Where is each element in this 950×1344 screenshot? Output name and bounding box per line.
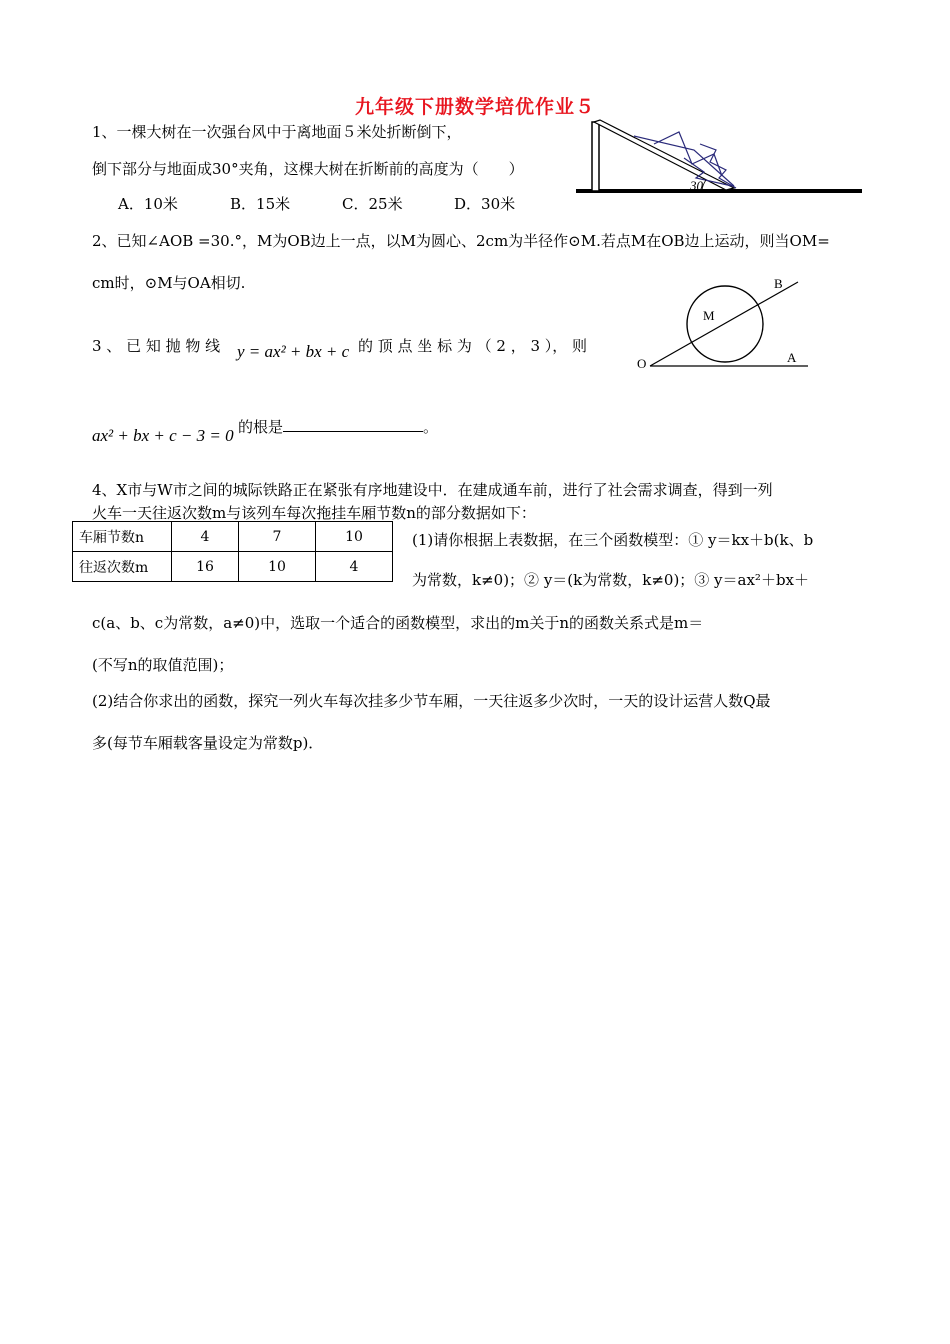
label-a: A	[787, 350, 797, 365]
table-cell: 10	[316, 522, 393, 552]
q3-prefix: 3 、 已 知 抛 物 线	[92, 337, 221, 355]
q1-option-a: A．10米	[118, 195, 178, 213]
table-cell: 4	[172, 522, 239, 552]
q3-formula: y = ax² + bx + c	[237, 342, 350, 361]
q4-part1-line-a: (1)请你根据上表数据，在三个函数模型：① y＝kx＋b(k、b	[412, 531, 814, 549]
angle-label: 30	[690, 178, 703, 193]
table-header-cell: 车厢节数n	[73, 522, 172, 552]
q4-part1-line-b: 为常数，k≠0)；② y＝(k为常数，k≠0)；③ y＝ax²＋bx＋	[412, 571, 810, 589]
q3-answer-line	[238, 416, 438, 437]
table-header-cell: 往返次数m	[73, 552, 172, 582]
q4-line2: 火车一天往返次数m与该列车每次拖挂车厢节数n的部分数据如下：	[92, 504, 536, 522]
q4-part2-line-a: (2)结合你求出的函数，探究一列火车每次挂多少节车厢，一天往返多少次时，一天的设计运营人数Q最	[92, 692, 771, 710]
q4-data-table	[72, 521, 393, 582]
table-cell: 16	[172, 552, 239, 582]
q1-tree-figure	[574, 114, 864, 198]
q1-line2: 倒下部分与地面成30°夹角，这棵大树在折断前的高度为（ ）	[92, 160, 524, 178]
label-b: B	[774, 276, 783, 291]
q1-option-d: D．30米	[454, 195, 516, 213]
q2-circle-figure	[630, 276, 810, 372]
label-o: O	[637, 356, 647, 371]
ray-ob	[650, 282, 798, 366]
q3-tail: 的根是	[238, 418, 284, 436]
table-row	[73, 552, 393, 582]
q4-part1-line-d: (不写n的取值范围)；	[92, 656, 234, 674]
q3-end: 。	[423, 418, 439, 436]
q3-suffix: 的 顶 点 坐 标 为 （ 2 ， 3 ）， 则	[358, 337, 588, 355]
q4-part2-line-b: 多(每节车厢载客量设定为常数p)．	[92, 734, 324, 752]
table-cell: 7	[239, 522, 316, 552]
q2-line1: 2、已知∠AOB =30.°，M为OB边上一点，以M为圆心、2cm为半径作⊙M.若点M在OB边上运动，则当OM=	[92, 232, 830, 250]
q3-answer-blank[interactable]	[283, 417, 423, 432]
label-m: M	[703, 308, 715, 323]
tree-trunk	[592, 122, 599, 191]
q1-option-b: B．15米	[230, 195, 291, 213]
q1-line1: 1、一棵大树在一次强台风中于离地面５米处折断倒下，	[92, 123, 462, 141]
q1-option-c: C．25米	[342, 195, 403, 213]
page-title: 九年级下册数学培优作业５	[354, 96, 595, 118]
table-cell: 4	[316, 552, 393, 582]
table-row	[73, 522, 393, 552]
q1-options	[118, 193, 566, 214]
q3-equation: ax² + bx + c − 3 = 0	[92, 426, 234, 445]
table-cell: 10	[239, 552, 316, 582]
q2-line2: cm时，⊙M与OA相切.	[92, 274, 246, 292]
q4-part1-line-c: c(a、b、c为常数，a≠0)中，选取一个适合的函数模型，求出的m关于n的函数关系式是m＝	[92, 614, 704, 632]
q4-line1: 4、X市与W市之间的城际铁路正在紧张有序地建设中．在建成通车前，进行了社会需求调查，得到一列	[92, 481, 773, 499]
